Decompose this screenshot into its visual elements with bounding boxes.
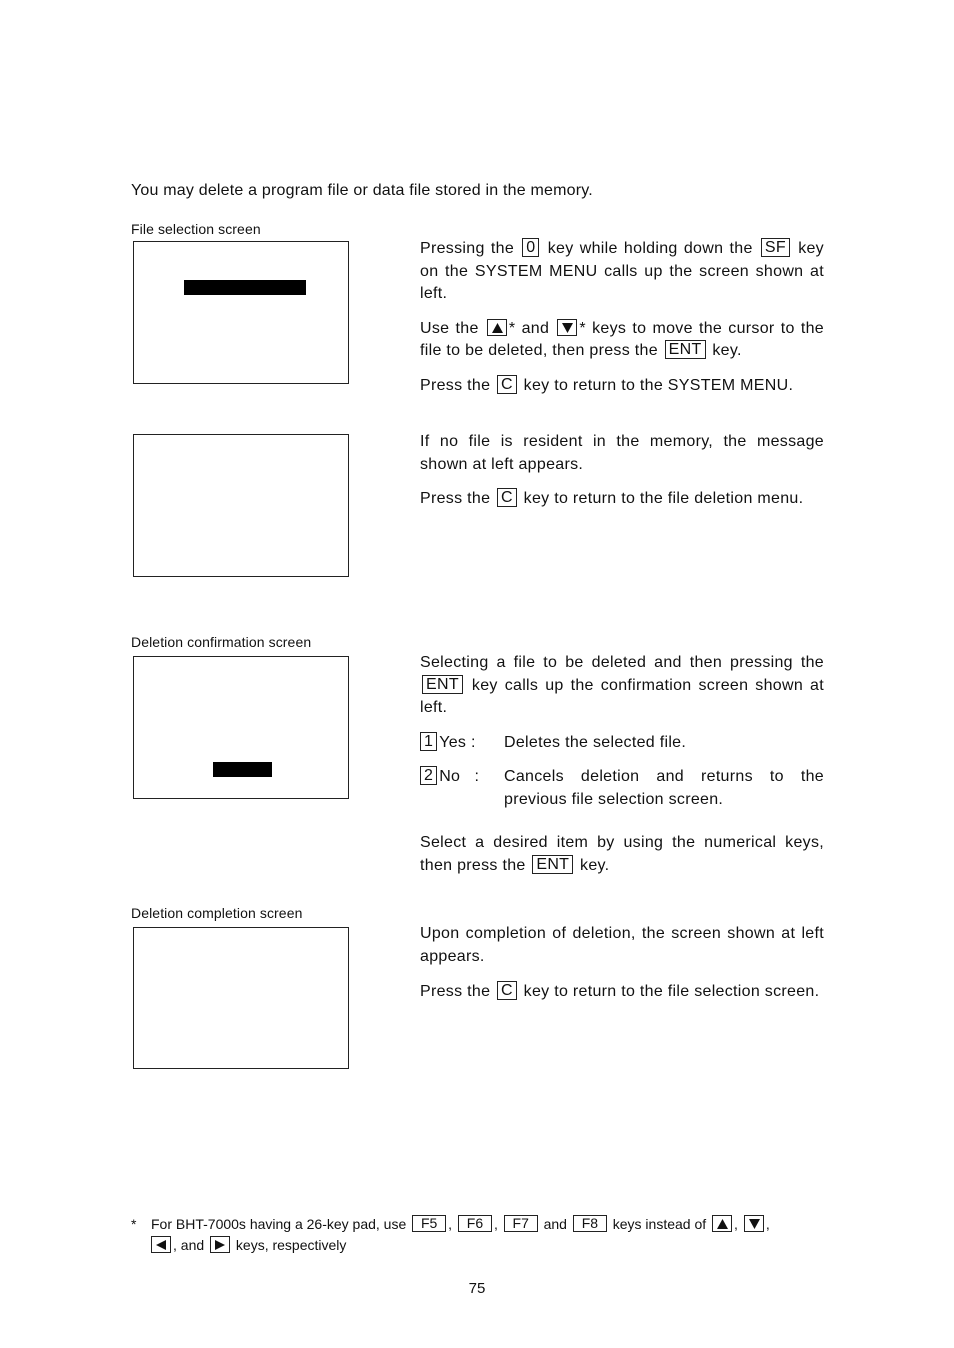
down-arrow-icon [744,1215,764,1232]
text: , [448,1216,453,1232]
deletion-completion-screen [133,927,349,1069]
option-yes-label [420,732,504,755]
no-file-screen [133,434,349,577]
right-arrow-icon [210,1236,230,1253]
section4-para1: Upon completion of deletion, the screen shown at left appears. [420,925,824,965]
option-no [420,766,824,811]
cursor-highlight-bar [184,280,306,295]
text: key on the SYSTEM MENU calls up the screen shown at left. [420,240,824,302]
section2-para2 [420,488,824,511]
footnote [131,1214,831,1256]
section3-para2 [420,832,824,877]
text: key while holding down the [547,240,753,257]
up-arrow-icon [712,1215,732,1232]
text: key to return to the file selection screen. [523,983,820,1000]
option-yes-text: Deletes the selected file. [504,733,687,751]
text: No : [439,768,480,785]
text: key to return to the SYSTEM MENU. [523,376,794,394]
section1-para3 [420,375,824,398]
key-ent: ENT [532,855,573,874]
text: * and [508,319,550,337]
text: Yes : [439,733,476,751]
caption-file-selection: File selection screen [131,221,261,237]
text: , [734,1216,738,1232]
text: key to return to the file deletion menu. [523,490,804,507]
footnote-body [151,1214,831,1256]
key-f6: F6 [458,1215,492,1232]
text: Use the [420,319,479,337]
key-ent: ENT [422,675,463,694]
section2-para1: If no file is resident in the memory, the message shown at left appears. [420,433,824,473]
option-yes [420,732,824,755]
text: , and [173,1237,205,1253]
text: keys, respectively [235,1237,347,1253]
text: keys instead of [612,1216,707,1232]
deletion-confirmation-screen [133,656,349,799]
text: , [765,1216,770,1232]
text: * keys to move the cursor to the file to be deleted, then press the [420,319,825,359]
key-c: C [497,981,517,1000]
key-f7: F7 [504,1215,538,1232]
text: Pressing the [420,240,515,257]
section3-para1 [420,652,824,720]
left-arrow-icon [151,1236,171,1253]
intro-text: You may delete a program file or data file stored in the memory. [131,182,593,199]
text: key calls up the confirmation screen shown at left. [420,676,824,716]
section1-text [420,238,824,397]
section1-para2 [420,318,824,363]
caption-deletion-confirmation: Deletion confirmation screen [131,634,312,650]
text: Selecting a file to be deleted and then pressing the [420,654,824,671]
text: Press the [420,490,491,507]
section1-para1 [420,238,824,306]
text: , [493,1216,498,1232]
text: For BHT-7000s having a 26-key pad, use [151,1216,407,1232]
key-c: C [497,375,517,394]
key-2: 2 [420,766,437,785]
option-no-label [420,766,504,811]
file-selection-screen [133,241,349,384]
text: key. [580,856,610,874]
caption-deletion-completion: Deletion completion screen [131,905,303,921]
text: key. [712,342,742,359]
cursor-highlight-bar [213,762,272,777]
down-arrow-icon [557,319,577,336]
text: Press the [420,983,491,1000]
key-c: C [497,488,517,507]
section4-text [420,923,824,1004]
option-no-text: Cancels deletion and returns to the previous file selection screen. [504,768,824,808]
section2-text [420,431,824,511]
key-ent: ENT [665,340,706,359]
key-0: 0 [522,238,539,257]
key-f5: F5 [412,1215,446,1232]
footnote-marker: * [131,1216,137,1232]
text: and [543,1216,567,1232]
key-f8: F8 [573,1215,607,1232]
section3-text [420,652,824,877]
up-arrow-icon [487,319,507,336]
key-sf: SF [761,238,790,257]
page-number: 75 [468,1280,486,1297]
text: Select a desired item by using the numerical keys, then press the [420,834,824,874]
section4-para2 [420,981,824,1004]
text: Press the [420,376,491,394]
key-1: 1 [420,732,437,751]
